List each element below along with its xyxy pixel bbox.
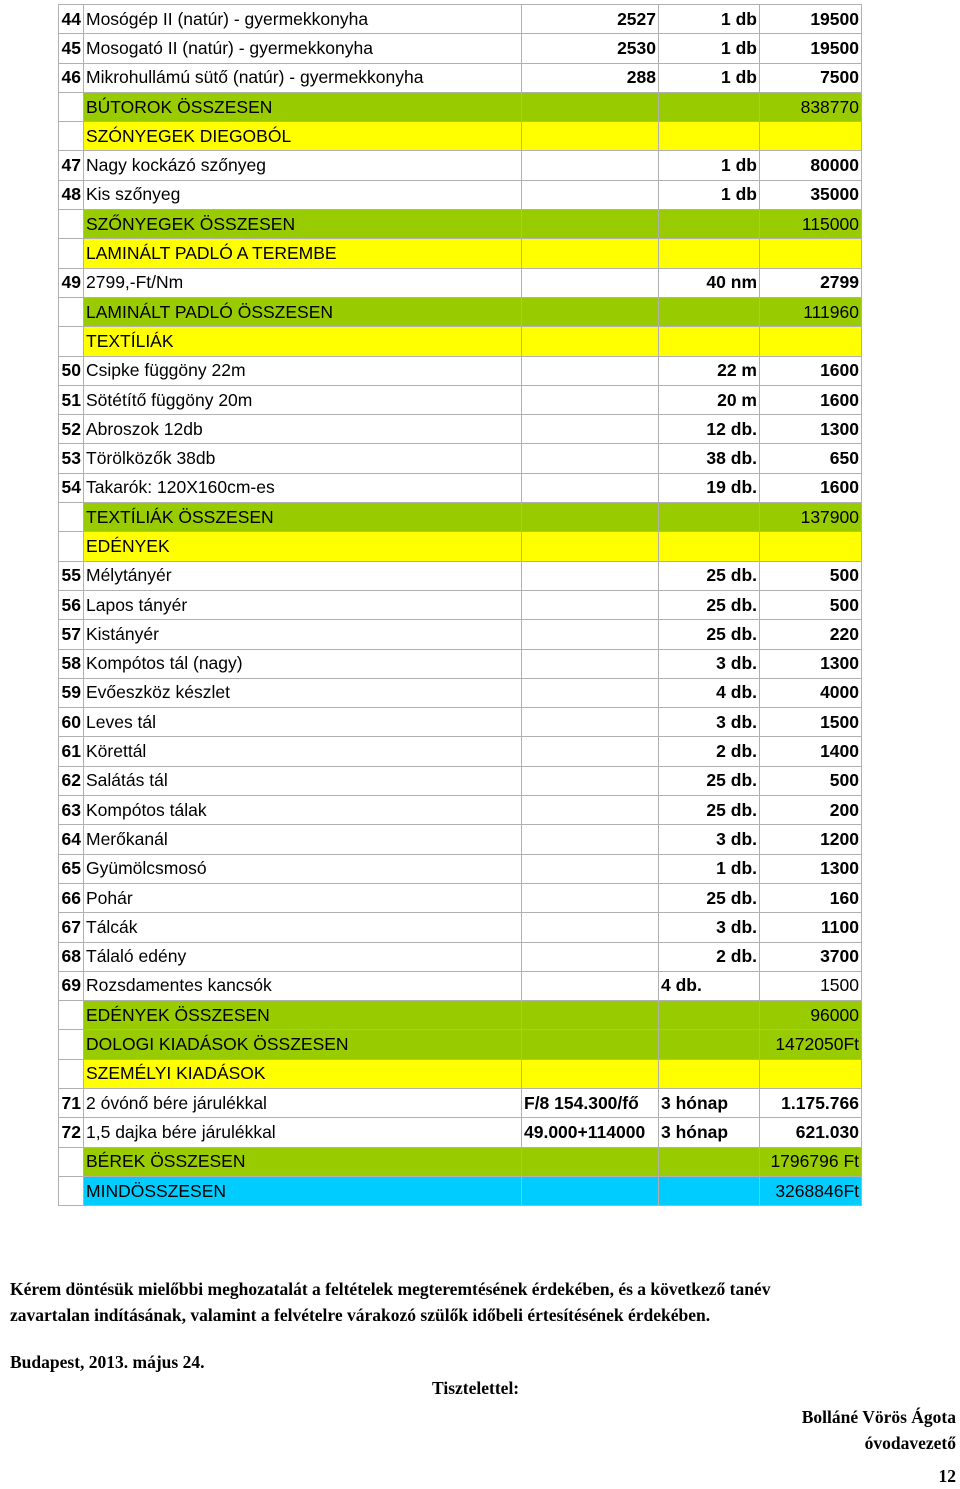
amount-cell: 1400 — [760, 737, 862, 766]
quantity-cell — [659, 122, 760, 151]
row-number-cell — [59, 327, 84, 356]
amount-cell — [760, 122, 862, 151]
unit-price-cell — [522, 92, 659, 121]
item-name-cell: LAMINÁLT PADLÓ A TEREMBE — [84, 239, 522, 268]
unit-price-cell — [522, 1147, 659, 1176]
amount-cell: 500 — [760, 561, 862, 590]
item-name-cell: Kompótos tál (nagy) — [84, 649, 522, 678]
amount-cell: 838770 — [760, 92, 862, 121]
unit-price-cell — [522, 1059, 659, 1088]
item-name-cell: SZÓNYEGEK DIEGOBÓL — [84, 122, 522, 151]
table-row — [59, 151, 862, 180]
item-name-cell: SZŐNYEGEK ÖSSZESEN — [84, 210, 522, 239]
row-number-cell: 63 — [59, 796, 84, 825]
quantity-cell: 25 db. — [659, 620, 760, 649]
quantity-cell: 1 db — [659, 63, 760, 92]
section-row — [59, 1001, 862, 1030]
table-row — [59, 708, 862, 737]
table-row — [59, 385, 862, 414]
table-row — [59, 913, 862, 942]
amount-cell: 96000 — [760, 1001, 862, 1030]
item-name-cell: Nagy kockázó szőnyeg — [84, 151, 522, 180]
unit-price-cell — [522, 766, 659, 795]
item-name-cell: Tálaló edény — [84, 942, 522, 971]
quantity-cell: 1 db — [659, 5, 760, 34]
amount-cell: 1600 — [760, 385, 862, 414]
quantity-cell: 38 db. — [659, 444, 760, 473]
item-name-cell: Kis szőnyeg — [84, 180, 522, 209]
row-number-cell: 45 — [59, 34, 84, 63]
unit-price-cell — [522, 1001, 659, 1030]
closing-paragraph-line-1: Kérem döntésük mielőbbi meghozatalát a feltételek megteremtésének érdekében, és a következő tanév — [10, 1279, 771, 1299]
unit-price-cell — [522, 327, 659, 356]
item-name-cell: 1,5 dajka bére járulékkal — [84, 1118, 522, 1147]
quantity-cell — [659, 1059, 760, 1088]
amount-cell: 3700 — [760, 942, 862, 971]
quantity-cell: 4 db. — [659, 971, 760, 1000]
row-number-cell — [59, 503, 84, 532]
quantity-cell — [659, 92, 760, 121]
item-name-cell: Takarók: 120X160cm-es — [84, 473, 522, 502]
unit-price-cell — [522, 444, 659, 473]
amount-cell: 1796796 Ft — [760, 1147, 862, 1176]
amount-cell: 19500 — [760, 5, 862, 34]
table-row — [59, 883, 862, 912]
amount-cell: 1300 — [760, 649, 862, 678]
table-row — [59, 737, 862, 766]
quantity-cell — [659, 297, 760, 326]
item-name-cell: Kistányér — [84, 620, 522, 649]
amount-cell — [760, 239, 862, 268]
amount-cell: 115000 — [760, 210, 862, 239]
unit-price-cell — [522, 180, 659, 209]
section-row — [59, 92, 862, 121]
amount-cell: 7500 — [760, 63, 862, 92]
row-number-cell: 53 — [59, 444, 84, 473]
table-row — [59, 415, 862, 444]
quantity-cell: 25 db. — [659, 590, 760, 619]
section-row — [59, 297, 862, 326]
quantity-cell: 1 db — [659, 180, 760, 209]
row-number-cell: 68 — [59, 942, 84, 971]
row-number-cell: 61 — [59, 737, 84, 766]
item-name-cell: Abroszok 12db — [84, 415, 522, 444]
quantity-cell: 25 db. — [659, 766, 760, 795]
unit-price-cell — [522, 122, 659, 151]
row-number-cell — [59, 210, 84, 239]
table-row — [59, 180, 862, 209]
unit-price-cell — [522, 473, 659, 502]
item-name-cell: Leves tál — [84, 708, 522, 737]
unit-price-cell — [522, 239, 659, 268]
unit-price-cell — [522, 503, 659, 532]
table-row — [59, 561, 862, 590]
unit-price-cell — [522, 268, 659, 297]
section-row — [59, 532, 862, 561]
amount-cell: 160 — [760, 883, 862, 912]
item-name-cell: Merőkanál — [84, 825, 522, 854]
row-number-cell: 59 — [59, 678, 84, 707]
amount-cell: 1600 — [760, 473, 862, 502]
table-row — [59, 5, 862, 34]
row-number-cell — [59, 1059, 84, 1088]
item-name-cell: Kompótos tálak — [84, 796, 522, 825]
greeting: Tisztelettel: — [432, 1378, 520, 1398]
quantity-cell — [659, 1176, 760, 1205]
unit-price-cell: 49.000+114000 — [522, 1118, 659, 1147]
row-number-cell: 62 — [59, 766, 84, 795]
unit-price-cell — [522, 1176, 659, 1205]
row-number-cell: 64 — [59, 825, 84, 854]
unit-price-cell — [522, 678, 659, 707]
quantity-cell — [659, 210, 760, 239]
row-number-cell — [59, 1147, 84, 1176]
section-row — [59, 122, 862, 151]
amount-cell: 2799 — [760, 268, 862, 297]
unit-price-cell — [522, 737, 659, 766]
item-name-cell: Mosógép II (natúr) - gyermekkonyha — [84, 5, 522, 34]
row-number-cell: 57 — [59, 620, 84, 649]
quantity-cell: 25 db. — [659, 883, 760, 912]
amount-cell: 1472050Ft — [760, 1030, 862, 1059]
amount-cell: 1600 — [760, 356, 862, 385]
item-name-cell: DOLOGI KIADÁSOK ÖSSZESEN — [84, 1030, 522, 1059]
unit-price-cell — [522, 913, 659, 942]
section-row — [59, 503, 862, 532]
row-number-cell: 52 — [59, 415, 84, 444]
amount-cell — [760, 327, 862, 356]
closing-paragraph — [10, 1276, 958, 1328]
row-number-cell: 44 — [59, 5, 84, 34]
quantity-cell: 1 db. — [659, 854, 760, 883]
row-number-cell: 60 — [59, 708, 84, 737]
section-row — [59, 239, 862, 268]
quantity-cell — [659, 532, 760, 561]
quantity-cell: 1 db — [659, 151, 760, 180]
row-number-cell — [59, 1176, 84, 1205]
table-row — [59, 766, 862, 795]
row-number-cell: 54 — [59, 473, 84, 502]
unit-price-cell — [522, 415, 659, 444]
item-name-cell: MINDÖSSZESEN — [84, 1176, 522, 1205]
unit-price-cell — [522, 210, 659, 239]
row-number-cell: 55 — [59, 561, 84, 590]
amount-cell: 621.030 — [760, 1118, 862, 1147]
item-name-cell: 2799,-Ft/Nm — [84, 268, 522, 297]
item-name-cell: Lapos tányér — [84, 590, 522, 619]
unit-price-cell — [522, 297, 659, 326]
amount-cell: 1300 — [760, 415, 862, 444]
amount-cell — [760, 1059, 862, 1088]
amount-cell: 650 — [760, 444, 862, 473]
quantity-cell: 20 m — [659, 385, 760, 414]
amount-cell: 1.175.766 — [760, 1088, 862, 1117]
quantity-cell: 2 db. — [659, 737, 760, 766]
unit-price-cell — [522, 385, 659, 414]
table-row — [59, 825, 862, 854]
table-row — [59, 34, 862, 63]
quantity-cell: 19 db. — [659, 473, 760, 502]
unit-price-cell — [522, 825, 659, 854]
quantity-cell — [659, 327, 760, 356]
row-number-cell: 49 — [59, 268, 84, 297]
table-row — [59, 796, 862, 825]
unit-price-cell: 2530 — [522, 34, 659, 63]
quantity-cell: 3 db. — [659, 649, 760, 678]
table-row — [59, 1118, 862, 1147]
row-number-cell — [59, 297, 84, 326]
item-name-cell: Evőeszköz készlet — [84, 678, 522, 707]
row-number-cell: 72 — [59, 1118, 84, 1147]
row-number-cell: 50 — [59, 356, 84, 385]
item-name-cell: EDÉNYEK — [84, 532, 522, 561]
table-row — [59, 1088, 862, 1117]
row-number-cell: 51 — [59, 385, 84, 414]
quantity-cell — [659, 503, 760, 532]
item-name-cell: TEXTÍLIÁK ÖSSZESEN — [84, 503, 522, 532]
quantity-cell: 25 db. — [659, 561, 760, 590]
row-number-cell: 48 — [59, 180, 84, 209]
table-row — [59, 942, 862, 971]
item-name-cell: Gyümölcsmosó — [84, 854, 522, 883]
table-row — [59, 63, 862, 92]
quantity-cell: 3 hónap — [659, 1088, 760, 1117]
row-number-cell: 47 — [59, 151, 84, 180]
row-number-cell: 69 — [59, 971, 84, 1000]
table-row — [59, 678, 862, 707]
quantity-cell: 3 hónap — [659, 1118, 760, 1147]
quantity-cell — [659, 239, 760, 268]
row-number-cell: 66 — [59, 883, 84, 912]
unit-price-cell — [522, 649, 659, 678]
amount-cell: 19500 — [760, 34, 862, 63]
quantity-cell: 1 db — [659, 34, 760, 63]
item-name-cell: Pohár — [84, 883, 522, 912]
budget-table — [58, 4, 862, 1206]
amount-cell: 200 — [760, 796, 862, 825]
amount-cell: 1300 — [760, 854, 862, 883]
quantity-cell: 3 db. — [659, 825, 760, 854]
item-name-cell: Tálcák — [84, 913, 522, 942]
unit-price-cell — [522, 708, 659, 737]
table-row — [59, 971, 862, 1000]
unit-price-cell — [522, 1030, 659, 1059]
row-number-cell: 71 — [59, 1088, 84, 1117]
amount-cell: 500 — [760, 590, 862, 619]
table-row — [59, 473, 862, 502]
table-row — [59, 620, 862, 649]
quantity-cell: 40 nm — [659, 268, 760, 297]
amount-cell: 1500 — [760, 971, 862, 1000]
item-name-cell: Sötétítő függöny 20m — [84, 385, 522, 414]
table-row — [59, 444, 862, 473]
amount-cell: 1100 — [760, 913, 862, 942]
table-row — [59, 356, 862, 385]
item-name-cell: EDÉNYEK ÖSSZESEN — [84, 1001, 522, 1030]
quantity-cell: 3 db. — [659, 913, 760, 942]
item-name-cell: Mélytányér — [84, 561, 522, 590]
item-name-cell: Körettál — [84, 737, 522, 766]
amount-cell: 35000 — [760, 180, 862, 209]
quantity-cell — [659, 1147, 760, 1176]
row-number-cell — [59, 239, 84, 268]
unit-price-cell: 288 — [522, 63, 659, 92]
amount-cell: 3268846Ft — [760, 1176, 862, 1205]
unit-price-cell — [522, 620, 659, 649]
item-name-cell: 2 óvónő bére járulékkal — [84, 1088, 522, 1117]
item-name-cell: BÉREK ÖSSZESEN — [84, 1147, 522, 1176]
unit-price-cell — [522, 971, 659, 1000]
row-number-cell: 65 — [59, 854, 84, 883]
row-number-cell — [59, 122, 84, 151]
unit-price-cell — [522, 532, 659, 561]
row-number-cell: 58 — [59, 649, 84, 678]
amount-cell: 4000 — [760, 678, 862, 707]
item-name-cell: Salátás tál — [84, 766, 522, 795]
row-number-cell — [59, 532, 84, 561]
item-name-cell: Csipke függöny 22m — [84, 356, 522, 385]
section-row — [59, 1059, 862, 1088]
signature-block — [802, 1404, 956, 1456]
amount-cell: 137900 — [760, 503, 862, 532]
item-name-cell: BÚTOROK ÖSSZESEN — [84, 92, 522, 121]
item-name-cell: Mosogató II (natúr) - gyermekkonyha — [84, 34, 522, 63]
item-name-cell: Törölközők 38db — [84, 444, 522, 473]
item-name-cell: Rozsdamentes kancsók — [84, 971, 522, 1000]
quantity-cell: 2 db. — [659, 942, 760, 971]
amount-cell: 220 — [760, 620, 862, 649]
unit-price-cell — [522, 590, 659, 619]
item-name-cell: SZEMÉLYI KIADÁSOK — [84, 1059, 522, 1088]
row-number-cell: 56 — [59, 590, 84, 619]
row-number-cell: 46 — [59, 63, 84, 92]
quantity-cell: 22 m — [659, 356, 760, 385]
row-number-cell — [59, 92, 84, 121]
unit-price-cell — [522, 561, 659, 590]
quantity-cell: 3 db. — [659, 708, 760, 737]
quantity-cell: 4 db. — [659, 678, 760, 707]
unit-price-cell — [522, 883, 659, 912]
quantity-cell: 12 db. — [659, 415, 760, 444]
quantity-cell — [659, 1001, 760, 1030]
section-row — [59, 1147, 862, 1176]
amount-cell: 1200 — [760, 825, 862, 854]
unit-price-cell — [522, 796, 659, 825]
unit-price-cell — [522, 151, 659, 180]
unit-price-cell — [522, 356, 659, 385]
budget-table-body — [59, 5, 862, 1206]
table-row — [59, 590, 862, 619]
amount-cell: 500 — [760, 766, 862, 795]
section-row — [59, 210, 862, 239]
item-name-cell: Mikrohullámú sütő (natúr) - gyermekkonyha — [84, 63, 522, 92]
row-number-cell: 67 — [59, 913, 84, 942]
page-number: 12 — [938, 1466, 956, 1486]
signer-title: óvodavezető — [864, 1433, 956, 1453]
quantity-cell: 25 db. — [659, 796, 760, 825]
amount-cell: 1500 — [760, 708, 862, 737]
row-number-cell — [59, 1001, 84, 1030]
item-name-cell: LAMINÁLT PADLÓ ÖSSZESEN — [84, 297, 522, 326]
unit-price-cell — [522, 854, 659, 883]
signer-name: Bolláné Vörös Ágota — [801, 1407, 956, 1427]
section-row — [59, 327, 862, 356]
amount-cell — [760, 532, 862, 561]
unit-price-cell: F/8 154.300/fő — [522, 1088, 659, 1117]
unit-price-cell: 2527 — [522, 5, 659, 34]
section-row — [59, 1176, 862, 1205]
quantity-cell — [659, 1030, 760, 1059]
unit-price-cell — [522, 942, 659, 971]
amount-cell: 111960 — [760, 297, 862, 326]
place-date: Budapest, 2013. május 24. — [10, 1352, 205, 1372]
table-row — [59, 854, 862, 883]
table-row — [59, 268, 862, 297]
item-name-cell: TEXTÍLIÁK — [84, 327, 522, 356]
row-number-cell — [59, 1030, 84, 1059]
section-row — [59, 1030, 862, 1059]
closing-paragraph-line-2: zavartalan indításának, valamint a felvételre várakozó szülők időbeli értesítésének érdekében. — [10, 1305, 711, 1325]
table-row — [59, 649, 862, 678]
amount-cell: 80000 — [760, 151, 862, 180]
